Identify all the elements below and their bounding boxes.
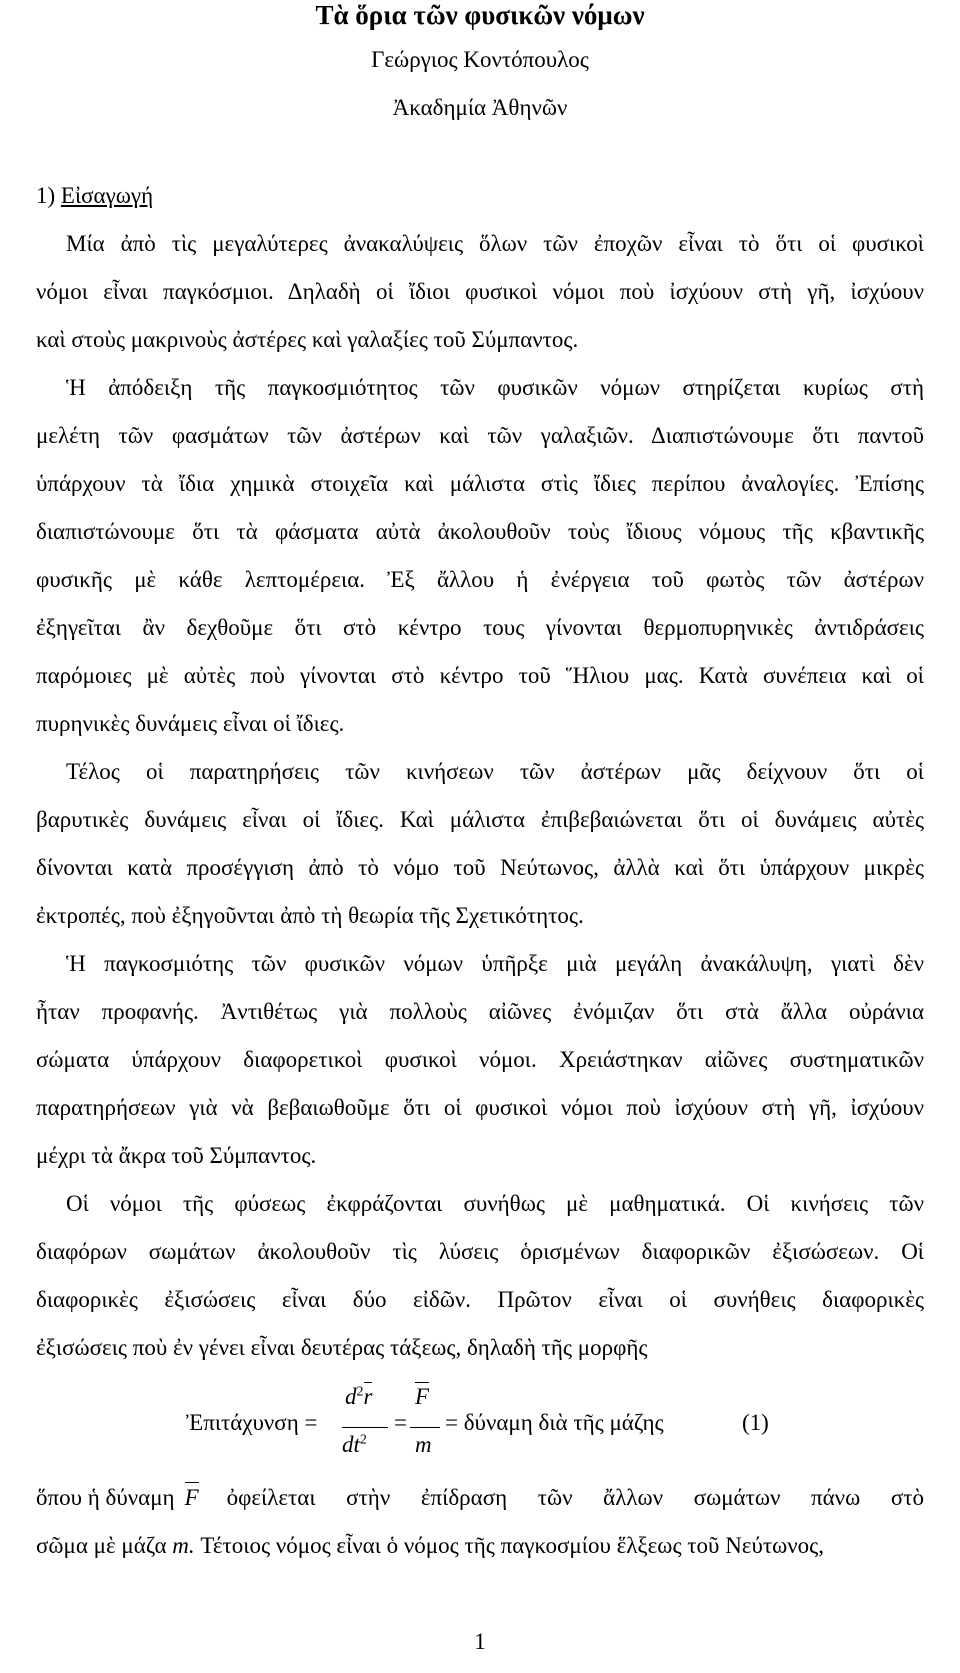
text-line: ἐκτροπές, ποὺ ἐξηγοῦνται ἀπὸ τὴ θεωρία τῆς Σχετικότητος.: [36, 903, 584, 928]
section-title: Εἰσαγωγή: [60, 183, 154, 208]
text-line: Ἡ ἀπόδειξη τῆς παγκοσμιότητος τῶν φυσικῶν νόμων στηρίζεται κυρίως στὴ: [66, 375, 924, 400]
text-line: ὑπάρχουν τὰ ἴδια χημικὰ στοιχεῖα καὶ μάλιστα στὶς ἴδιες περίπου ἀναλογίες. Ἐπίσης: [36, 471, 924, 496]
equation-numerator-d: $d^2r$: [345, 1384, 373, 1409]
text-line: ὅπου ἡ δύναμη F ὀφείλεται στὴν ἐπίδραση τῶν ἄλλων σωμάτων πάνω στὸ: [36, 1485, 924, 1510]
text-line: δίνονται κατὰ προσέγγιση ἀπὸ τὸ νόμο τοῦ Νεύτωνος, ἀλλὰ καὶ ὅτι ὑπάρχουν μικρὲς: [36, 855, 924, 880]
equals-sign: =: [394, 1410, 407, 1435]
text-line: καὶ στοὺς μακρινοὺς ἀστέρες καὶ γαλαξίες τοῦ Σύμπαντος.: [36, 327, 579, 352]
text-line: ἐξηγεῖται ἂν δεχθοῦμε ὅτι στὸ κέντρο τους γίνονται θερμοπυρηνικὲς ἀντιδράσεις: [36, 615, 924, 640]
text-line: παρόμοιες μὲ αὐτὲς ποὺ γίνονται στὸ κέντρο τοῦ Ἥλιου μας. Κατὰ συνέπεια καὶ οἱ: [36, 663, 924, 688]
text-line: μέχρι τὰ ἄκρα τοῦ Σύμπαντος.: [36, 1143, 317, 1168]
fraction-bar: [410, 1427, 440, 1428]
text-line: βαρυτικὲς δυνάμεις εἶναι οἱ ἴδιες. Καὶ μάλιστα ἐπιβεβαιώνεται ὅτι οἱ δυνάμεις αὐτὲς: [36, 807, 924, 832]
equation-block: Ἐπιτάχυνση = $d^2r$ $dt^2$ = F m = δύναμη διὰ τῆς μάζης (1): [186, 1384, 769, 1457]
text-line: διαφόρων σωμάτων ἀκολουθοῦν τὶς λύσεις ὁρισμένων διαφορικῶν ἐξισώσεων. Οἱ: [36, 1239, 924, 1264]
text-line: Τέλος οἱ παρατηρήσεις τῶν κινήσεων τῶν ἀστέρων μᾶς δείχνουν ὅτι οἱ: [66, 759, 924, 784]
author-name: Γεώργιος Κοντόπουλος: [371, 47, 589, 72]
text-line: φυσικῆς μὲ κάθε λεπτομέρεια. Ἐξ ἄλλου ἡ ἐνέργεια τοῦ φωτὸς τῶν ἀστέρων: [36, 567, 924, 592]
text-line: Οἱ νόμοι τῆς φύσεως ἐκφράζονται συνήθως μὲ μαθηματικά. Οἱ κινήσεις τῶν: [66, 1191, 924, 1216]
text-line: μελέτη τῶν φασμάτων τῶν ἀστέρων καὶ τῶν γαλαξιῶν. Διαπιστώνουμε ὅτι παντοῦ: [36, 423, 924, 448]
equation-denominator-m: m: [415, 1432, 432, 1457]
text-line: διαπιστώνουμε ὅτι τὰ φάσματα αὐτὰ ἀκολουθοῦν τοὺς ἴδιους νόμους τῆς κβαντικῆς: [36, 519, 924, 544]
text-line: Ἡ παγκοσμιότης τῶν φυσικῶν νόμων ὑπῆρξε μιὰ μεγάλη ἀνακάλυψη, γιατὶ δὲν: [66, 951, 924, 976]
text-line: πυρηνικὲς δυνάμεις εἶναι οἱ ἴδιες.: [36, 711, 345, 736]
equation-number: (1): [742, 1410, 769, 1435]
document-title: Τὰ ὅρια τῶν φυσικῶν νόμων: [315, 0, 645, 30]
text-line: ἐξισώσεις ποὺ ἐν γένει εἶναι δευτέρας τάξεως, δηλαδὴ τῆς μορφῆς: [36, 1335, 648, 1360]
text-line: διαφορικὲς ἐξισώσεις εἶναι δύο εἰδῶν. Πρῶτον εἶναι οἱ συνήθεις διαφορικὲς: [36, 1287, 924, 1312]
section-number: 1): [36, 183, 61, 208]
equation-label: Ἐπιτάχυνση =: [186, 1410, 318, 1435]
author-affiliation: Ἀκαδημία Ἀθηνῶν: [392, 95, 568, 120]
page-number: 1: [474, 1629, 486, 1654]
text-line: ἦταν προφανής. Ἀντιθέτως γιὰ πολλοὺς αἰῶνες ἐνόμιζαν ὅτι στὰ ἄλλα οὐράνια: [36, 999, 924, 1024]
text-line: παρατηρήσεων γιὰ νὰ βεβαιωθοῦμε ὅτι οἱ φυσικοὶ νόμοι ποὺ ἰσχύουν στὴ γῆ, ἰσχύουν: [36, 1095, 924, 1120]
equation-denominator-dt: $dt^2$: [342, 1432, 367, 1457]
text-line: νόμοι εἶναι παγκόσμιοι. Δηλαδὴ οἱ ἴδιοι φυσικοὶ νόμοι ποὺ ἰσχύουν στὴ γῆ, ἰσχύουν: [36, 279, 924, 304]
text-line: Μία ἀπὸ τὶς μεγαλύτερες ἀνακαλύψεις ὅλων τῶν ἐποχῶν εἶναι τὸ ὅτι οἱ φυσικοὶ: [66, 231, 924, 256]
text-line: σώματα ὑπάρχουν διαφορετικοὶ φυσικοὶ νόμοι. Χρειάστηκαν αἰῶνες συστηματικῶν: [36, 1047, 924, 1072]
section-heading: [36, 182, 924, 210]
fraction-bar: [342, 1427, 388, 1428]
equation-rhs: = δύναμη διὰ τῆς μάζης: [445, 1410, 664, 1435]
text-line: σῶμα μὲ μάζα m. Τέτοιος νόμος εἶναι ὁ νόμος τῆς παγκοσμίου ἕλξεως τοῦ Νεύτωνος,: [36, 1533, 824, 1558]
